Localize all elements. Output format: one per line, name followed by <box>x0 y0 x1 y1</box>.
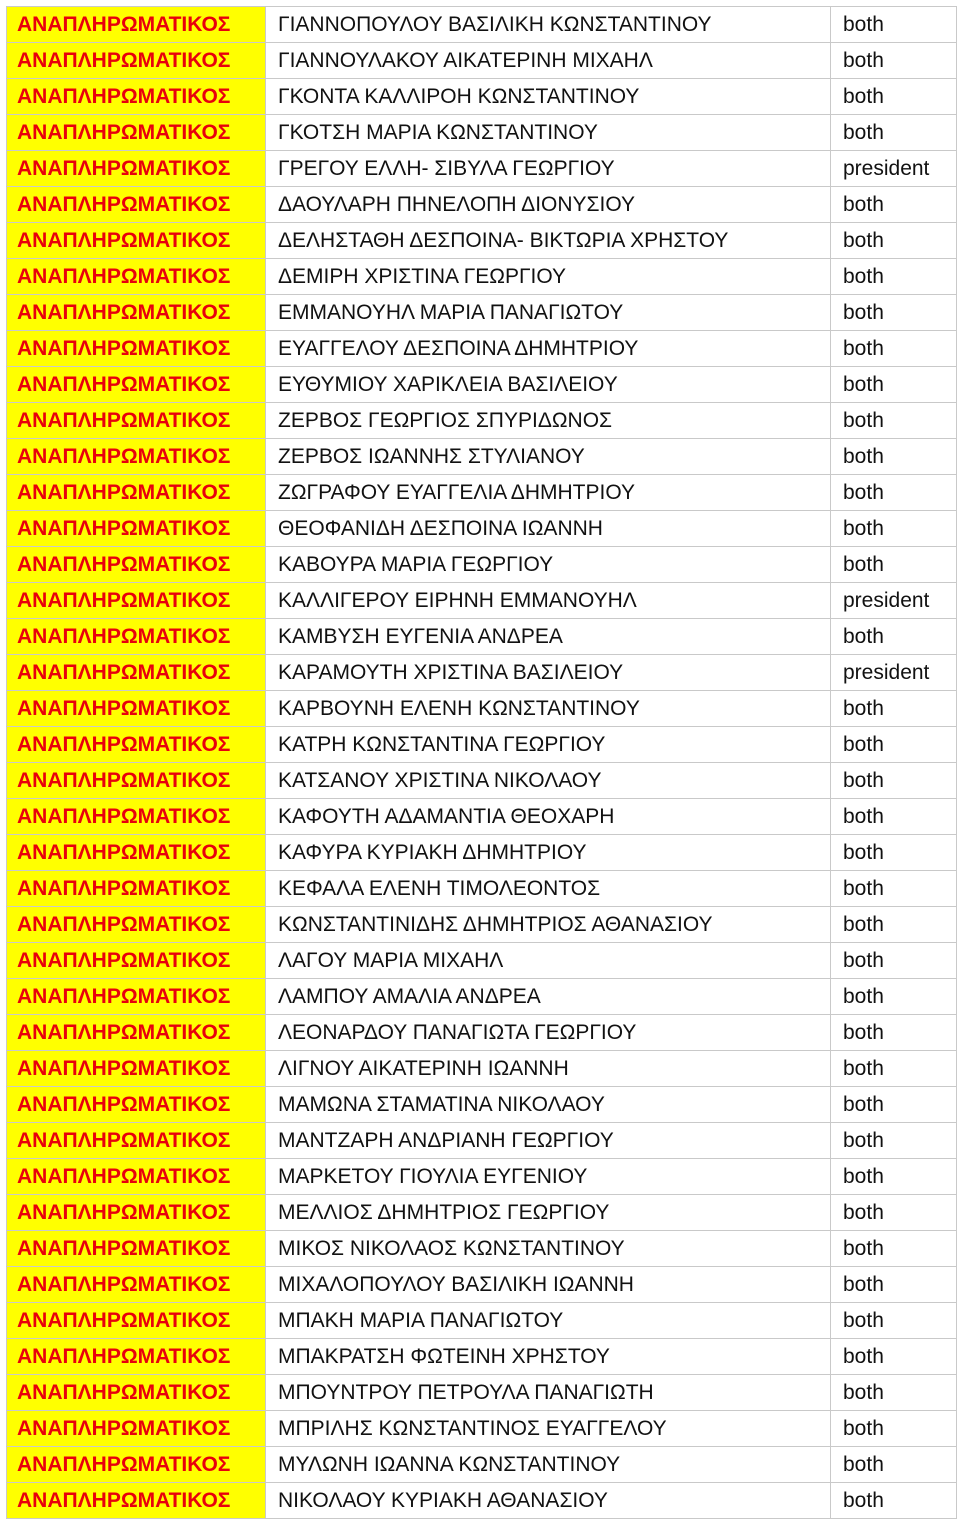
table-row <box>7 547 957 583</box>
type-cell: both <box>831 907 957 943</box>
type-cell: both <box>831 1195 957 1231</box>
table-row <box>7 1339 957 1375</box>
roster-rows <box>7 7 957 1519</box>
table-row <box>7 1411 957 1447</box>
table-row <box>7 475 957 511</box>
type-cell: both <box>831 727 957 763</box>
type-cell: both <box>831 547 957 583</box>
name-cell: ΓΚΟΤΣΗ ΜΑΡΙΑ ΚΩΝΣΤΑΝΤΙΝΟΥ <box>266 115 831 151</box>
type-cell: both <box>831 1087 957 1123</box>
role-cell: ΑΝΑΠΛΗΡΩΜΑΤΙΚΟΣ <box>7 619 266 655</box>
type-cell: president <box>831 583 957 619</box>
role-cell: ΑΝΑΠΛΗΡΩΜΑΤΙΚΟΣ <box>7 1483 266 1519</box>
name-cell: ΔΕΜΙΡΗ ΧΡΙΣΤΙΝΑ ΓΕΩΡΓΙΟΥ <box>266 259 831 295</box>
type-cell: both <box>831 763 957 799</box>
table-row <box>7 655 957 691</box>
name-cell: ΛΕΟΝΑΡΔΟΥ ΠΑΝΑΓΙΩΤΑ ΓΕΩΡΓΙΟΥ <box>266 1015 831 1051</box>
table-row <box>7 1123 957 1159</box>
roster-table <box>6 6 957 1519</box>
table-row <box>7 403 957 439</box>
table-row <box>7 1375 957 1411</box>
table-row <box>7 907 957 943</box>
table-row <box>7 439 957 475</box>
table-row <box>7 187 957 223</box>
type-cell: president <box>831 151 957 187</box>
name-cell: ΓΙΑΝΝΟΥΛΑΚΟΥ ΑΙΚΑΤΕΡΙΝΗ ΜΙΧΑΗΛ <box>266 43 831 79</box>
type-cell: both <box>831 295 957 331</box>
type-cell: both <box>831 1447 957 1483</box>
name-cell: ΜΙΧΑΛΟΠΟΥΛΟΥ ΒΑΣΙΛΙΚΗ ΙΩΑΝΝΗ <box>266 1267 831 1303</box>
name-cell: ΝΙΚΟΛΑΟΥ ΚΥΡΙΑΚΗ ΑΘΑΝΑΣΙΟΥ <box>266 1483 831 1519</box>
role-cell: ΑΝΑΠΛΗΡΩΜΑΤΙΚΟΣ <box>7 871 266 907</box>
type-cell: both <box>831 7 957 43</box>
type-cell: both <box>831 1159 957 1195</box>
type-cell: both <box>831 1303 957 1339</box>
type-cell: both <box>831 1411 957 1447</box>
role-cell: ΑΝΑΠΛΗΡΩΜΑΤΙΚΟΣ <box>7 331 266 367</box>
role-cell: ΑΝΑΠΛΗΡΩΜΑΤΙΚΟΣ <box>7 1375 266 1411</box>
name-cell: ΚΩΝΣΤΑΝΤΙΝΙΔΗΣ ΔΗΜΗΤΡΙΟΣ ΑΘΑΝΑΣΙΟΥ <box>266 907 831 943</box>
type-cell: both <box>831 1123 957 1159</box>
type-cell: both <box>831 1375 957 1411</box>
role-cell: ΑΝΑΠΛΗΡΩΜΑΤΙΚΟΣ <box>7 1411 266 1447</box>
table-row <box>7 1087 957 1123</box>
name-cell: ΜΑΡΚΕΤΟΥ ΓΙΟΥΛΙΑ ΕΥΓΕΝΙΟΥ <box>266 1159 831 1195</box>
table-row <box>7 7 957 43</box>
table-row <box>7 835 957 871</box>
role-cell: ΑΝΑΠΛΗΡΩΜΑΤΙΚΟΣ <box>7 547 266 583</box>
role-cell: ΑΝΑΠΛΗΡΩΜΑΤΙΚΟΣ <box>7 799 266 835</box>
name-cell: ΜΠΟΥΝΤΡΟΥ ΠΕΤΡΟΥΛΑ ΠΑΝΑΓΙΩΤΗ <box>266 1375 831 1411</box>
role-cell: ΑΝΑΠΛΗΡΩΜΑΤΙΚΟΣ <box>7 1123 266 1159</box>
table-row <box>7 943 957 979</box>
table-row <box>7 223 957 259</box>
type-cell: both <box>831 1051 957 1087</box>
table-row <box>7 1195 957 1231</box>
type-cell: both <box>831 1483 957 1519</box>
name-cell: ΕΥΑΓΓΕΛΟΥ ΔΕΣΠΟΙΝΑ ΔΗΜΗΤΡΙΟΥ <box>266 331 831 367</box>
role-cell: ΑΝΑΠΛΗΡΩΜΑΤΙΚΟΣ <box>7 295 266 331</box>
role-cell: ΑΝΑΠΛΗΡΩΜΑΤΙΚΟΣ <box>7 1267 266 1303</box>
type-cell: both <box>831 223 957 259</box>
type-cell: both <box>831 403 957 439</box>
role-cell: ΑΝΑΠΛΗΡΩΜΑΤΙΚΟΣ <box>7 151 266 187</box>
role-cell: ΑΝΑΠΛΗΡΩΜΑΤΙΚΟΣ <box>7 655 266 691</box>
table-row <box>7 1015 957 1051</box>
table-row <box>7 727 957 763</box>
table-row <box>7 367 957 403</box>
type-cell: both <box>831 187 957 223</box>
table-row <box>7 259 957 295</box>
table-row <box>7 619 957 655</box>
role-cell: ΑΝΑΠΛΗΡΩΜΑΤΙΚΟΣ <box>7 1195 266 1231</box>
table-row <box>7 871 957 907</box>
role-cell: ΑΝΑΠΛΗΡΩΜΑΤΙΚΟΣ <box>7 1447 266 1483</box>
role-cell: ΑΝΑΠΛΗΡΩΜΑΤΙΚΟΣ <box>7 691 266 727</box>
role-cell: ΑΝΑΠΛΗΡΩΜΑΤΙΚΟΣ <box>7 1303 266 1339</box>
name-cell: ΛΙΓΝΟΥ ΑΙΚΑΤΕΡΙΝΗ ΙΩΑΝΝΗ <box>266 1051 831 1087</box>
type-cell: both <box>831 619 957 655</box>
type-cell: both <box>831 79 957 115</box>
type-cell: both <box>831 943 957 979</box>
role-cell: ΑΝΑΠΛΗΡΩΜΑΤΙΚΟΣ <box>7 1015 266 1051</box>
role-cell: ΑΝΑΠΛΗΡΩΜΑΤΙΚΟΣ <box>7 79 266 115</box>
type-cell: both <box>831 43 957 79</box>
table-row <box>7 1447 957 1483</box>
name-cell: ΚΑΦΟΥΤΗ ΑΔΑΜΑΝΤΙΑ ΘΕΟΧΑΡΗ <box>266 799 831 835</box>
table-row <box>7 79 957 115</box>
name-cell: ΕΜΜΑΝΟΥΗΛ ΜΑΡΙΑ ΠΑΝΑΓΙΩΤΟΥ <box>266 295 831 331</box>
table-row <box>7 151 957 187</box>
type-cell: both <box>831 691 957 727</box>
role-cell: ΑΝΑΠΛΗΡΩΜΑΤΙΚΟΣ <box>7 403 266 439</box>
type-cell: both <box>831 871 957 907</box>
name-cell: ΜΥΛΩΝΗ ΙΩΑΝΝΑ ΚΩΝΣΤΑΝΤΙΝΟΥ <box>266 1447 831 1483</box>
table-row <box>7 1159 957 1195</box>
role-cell: ΑΝΑΠΛΗΡΩΜΑΤΙΚΟΣ <box>7 259 266 295</box>
role-cell: ΑΝΑΠΛΗΡΩΜΑΤΙΚΟΣ <box>7 43 266 79</box>
type-cell: both <box>831 331 957 367</box>
name-cell: ΚΑΦΥΡΑ ΚΥΡΙΑΚΗ ΔΗΜΗΤΡΙΟΥ <box>266 835 831 871</box>
table-row <box>7 583 957 619</box>
role-cell: ΑΝΑΠΛΗΡΩΜΑΤΙΚΟΣ <box>7 1051 266 1087</box>
name-cell: ΚΑΤΡΗ ΚΩΝΣΤΑΝΤΙΝΑ ΓΕΩΡΓΙΟΥ <box>266 727 831 763</box>
name-cell: ΚΕΦΑΛΑ ΕΛΕΝΗ ΤΙΜΟΛΕΟΝΤΟΣ <box>266 871 831 907</box>
name-cell: ΖΩΓΡΑΦΟΥ ΕΥΑΓΓΕΛΙΑ ΔΗΜΗΤΡΙΟΥ <box>266 475 831 511</box>
name-cell: ΔΑΟΥΛΑΡΗ ΠΗΝΕΛΟΠΗ ΔΙΟΝΥΣΙΟΥ <box>266 187 831 223</box>
type-cell: both <box>831 367 957 403</box>
role-cell: ΑΝΑΠΛΗΡΩΜΑΤΙΚΟΣ <box>7 475 266 511</box>
role-cell: ΑΝΑΠΛΗΡΩΜΑΤΙΚΟΣ <box>7 1159 266 1195</box>
table-row <box>7 1267 957 1303</box>
role-cell: ΑΝΑΠΛΗΡΩΜΑΤΙΚΟΣ <box>7 511 266 547</box>
role-cell: ΑΝΑΠΛΗΡΩΜΑΤΙΚΟΣ <box>7 979 266 1015</box>
table-row <box>7 1303 957 1339</box>
role-cell: ΑΝΑΠΛΗΡΩΜΑΤΙΚΟΣ <box>7 439 266 475</box>
table-row <box>7 1231 957 1267</box>
table-row <box>7 799 957 835</box>
table-row <box>7 295 957 331</box>
name-cell: ΚΑΡΑΜΟΥΤΗ ΧΡΙΣΤΙΝΑ ΒΑΣΙΛΕΙΟΥ <box>266 655 831 691</box>
name-cell: ΘΕΟΦΑΝΙΔΗ ΔΕΣΠΟΙΝΑ ΙΩΑΝΝΗ <box>266 511 831 547</box>
role-cell: ΑΝΑΠΛΗΡΩΜΑΤΙΚΟΣ <box>7 187 266 223</box>
role-cell: ΑΝΑΠΛΗΡΩΜΑΤΙΚΟΣ <box>7 727 266 763</box>
role-cell: ΑΝΑΠΛΗΡΩΜΑΤΙΚΟΣ <box>7 367 266 403</box>
name-cell: ΜΠΑΚΗ ΜΑΡΙΑ ΠΑΝΑΓΙΩΤΟΥ <box>266 1303 831 1339</box>
table-row <box>7 979 957 1015</box>
name-cell: ΜΠΡΙΛΗΣ ΚΩΝΣΤΑΝΤΙΝΟΣ ΕΥΑΓΓΕΛΟΥ <box>266 1411 831 1447</box>
table-row <box>7 763 957 799</box>
role-cell: ΑΝΑΠΛΗΡΩΜΑΤΙΚΟΣ <box>7 1339 266 1375</box>
name-cell: ΚΑΤΣΑΝΟΥ ΧΡΙΣΤΙΝΑ ΝΙΚΟΛΑΟΥ <box>266 763 831 799</box>
role-cell: ΑΝΑΠΛΗΡΩΜΑΤΙΚΟΣ <box>7 835 266 871</box>
name-cell: ΖΕΡΒΟΣ ΙΩΑΝΝΗΣ ΣΤΥΛΙΑΝΟΥ <box>266 439 831 475</box>
role-cell: ΑΝΑΠΛΗΡΩΜΑΤΙΚΟΣ <box>7 1231 266 1267</box>
name-cell: ΚΑΛΛΙΓΕΡΟΥ ΕΙΡΗΝΗ ΕΜΜΑΝΟΥΗΛ <box>266 583 831 619</box>
type-cell: both <box>831 799 957 835</box>
type-cell: president <box>831 655 957 691</box>
role-cell: ΑΝΑΠΛΗΡΩΜΑΤΙΚΟΣ <box>7 907 266 943</box>
name-cell: ΕΥΘΥΜΙΟΥ ΧΑΡΙΚΛΕΙΑ ΒΑΣΙΛΕΙΟΥ <box>266 367 831 403</box>
role-cell: ΑΝΑΠΛΗΡΩΜΑΤΙΚΟΣ <box>7 115 266 151</box>
role-cell: ΑΝΑΠΛΗΡΩΜΑΤΙΚΟΣ <box>7 943 266 979</box>
table-row <box>7 511 957 547</box>
name-cell: ΛΑΜΠΟΥ ΑΜΑΛΙΑ ΑΝΔΡΕΑ <box>266 979 831 1015</box>
name-cell: ΜΕΛΛΙΟΣ ΔΗΜΗΤΡΙΟΣ ΓΕΩΡΓΙΟΥ <box>266 1195 831 1231</box>
name-cell: ΛΑΓΟΥ ΜΑΡΙΑ ΜΙΧΑΗΛ <box>266 943 831 979</box>
role-cell: ΑΝΑΠΛΗΡΩΜΑΤΙΚΟΣ <box>7 7 266 43</box>
name-cell: ΚΑΒΟΥΡΑ ΜΑΡΙΑ ΓΕΩΡΓΙΟΥ <box>266 547 831 583</box>
name-cell: ΓΚΟΝΤΑ ΚΑΛΛΙΡΟΗ ΚΩΝΣΤΑΝΤΙΝΟΥ <box>266 79 831 115</box>
type-cell: both <box>831 835 957 871</box>
type-cell: both <box>831 1339 957 1375</box>
name-cell: ΚΑΜΒΥΣΗ ΕΥΓΕΝΙΑ ΑΝΔΡΕΑ <box>266 619 831 655</box>
table-row <box>7 1483 957 1519</box>
name-cell: ΓΙΑΝΝΟΠΟΥΛΟΥ ΒΑΣΙΛΙΚΗ ΚΩΝΣΤΑΝΤΙΝΟΥ <box>266 7 831 43</box>
type-cell: both <box>831 1267 957 1303</box>
role-cell: ΑΝΑΠΛΗΡΩΜΑΤΙΚΟΣ <box>7 1087 266 1123</box>
type-cell: both <box>831 439 957 475</box>
table-row <box>7 331 957 367</box>
type-cell: both <box>831 1015 957 1051</box>
role-cell: ΑΝΑΠΛΗΡΩΜΑΤΙΚΟΣ <box>7 763 266 799</box>
name-cell: ΜΙΚΟΣ ΝΙΚΟΛΑΟΣ ΚΩΝΣΤΑΝΤΙΝΟΥ <box>266 1231 831 1267</box>
table-row <box>7 1051 957 1087</box>
type-cell: both <box>831 259 957 295</box>
table-row <box>7 115 957 151</box>
role-cell: ΑΝΑΠΛΗΡΩΜΑΤΙΚΟΣ <box>7 583 266 619</box>
name-cell: ΚΑΡΒΟΥΝΗ ΕΛΕΝΗ ΚΩΝΣΤΑΝΤΙΝΟΥ <box>266 691 831 727</box>
name-cell: ΓΡΕΓΟΥ ΕΛΛΗ- ΣΙΒΥΛΑ ΓΕΩΡΓΙΟΥ <box>266 151 831 187</box>
type-cell: both <box>831 115 957 151</box>
type-cell: both <box>831 475 957 511</box>
name-cell: ΜΠΑΚΡΑΤΣΗ ΦΩΤΕΙΝΗ ΧΡΗΣΤΟΥ <box>266 1339 831 1375</box>
role-cell: ΑΝΑΠΛΗΡΩΜΑΤΙΚΟΣ <box>7 223 266 259</box>
name-cell: ΔΕΛΗΣΤΑΘΗ ΔΕΣΠΟΙΝΑ- ΒΙΚΤΩΡΙΑ ΧΡΗΣΤΟΥ <box>266 223 831 259</box>
type-cell: both <box>831 1231 957 1267</box>
type-cell: both <box>831 979 957 1015</box>
table-row <box>7 43 957 79</box>
table-row <box>7 691 957 727</box>
name-cell: ΜΑΜΩΝΑ ΣΤΑΜΑΤΙΝΑ ΝΙΚΟΛΑΟΥ <box>266 1087 831 1123</box>
type-cell: both <box>831 511 957 547</box>
name-cell: ΜΑΝΤΖΑΡΗ ΑΝΔΡΙΑΝΗ ΓΕΩΡΓΙΟΥ <box>266 1123 831 1159</box>
name-cell: ΖΕΡΒΟΣ ΓΕΩΡΓΙΟΣ ΣΠΥΡΙΔΩΝΟΣ <box>266 403 831 439</box>
